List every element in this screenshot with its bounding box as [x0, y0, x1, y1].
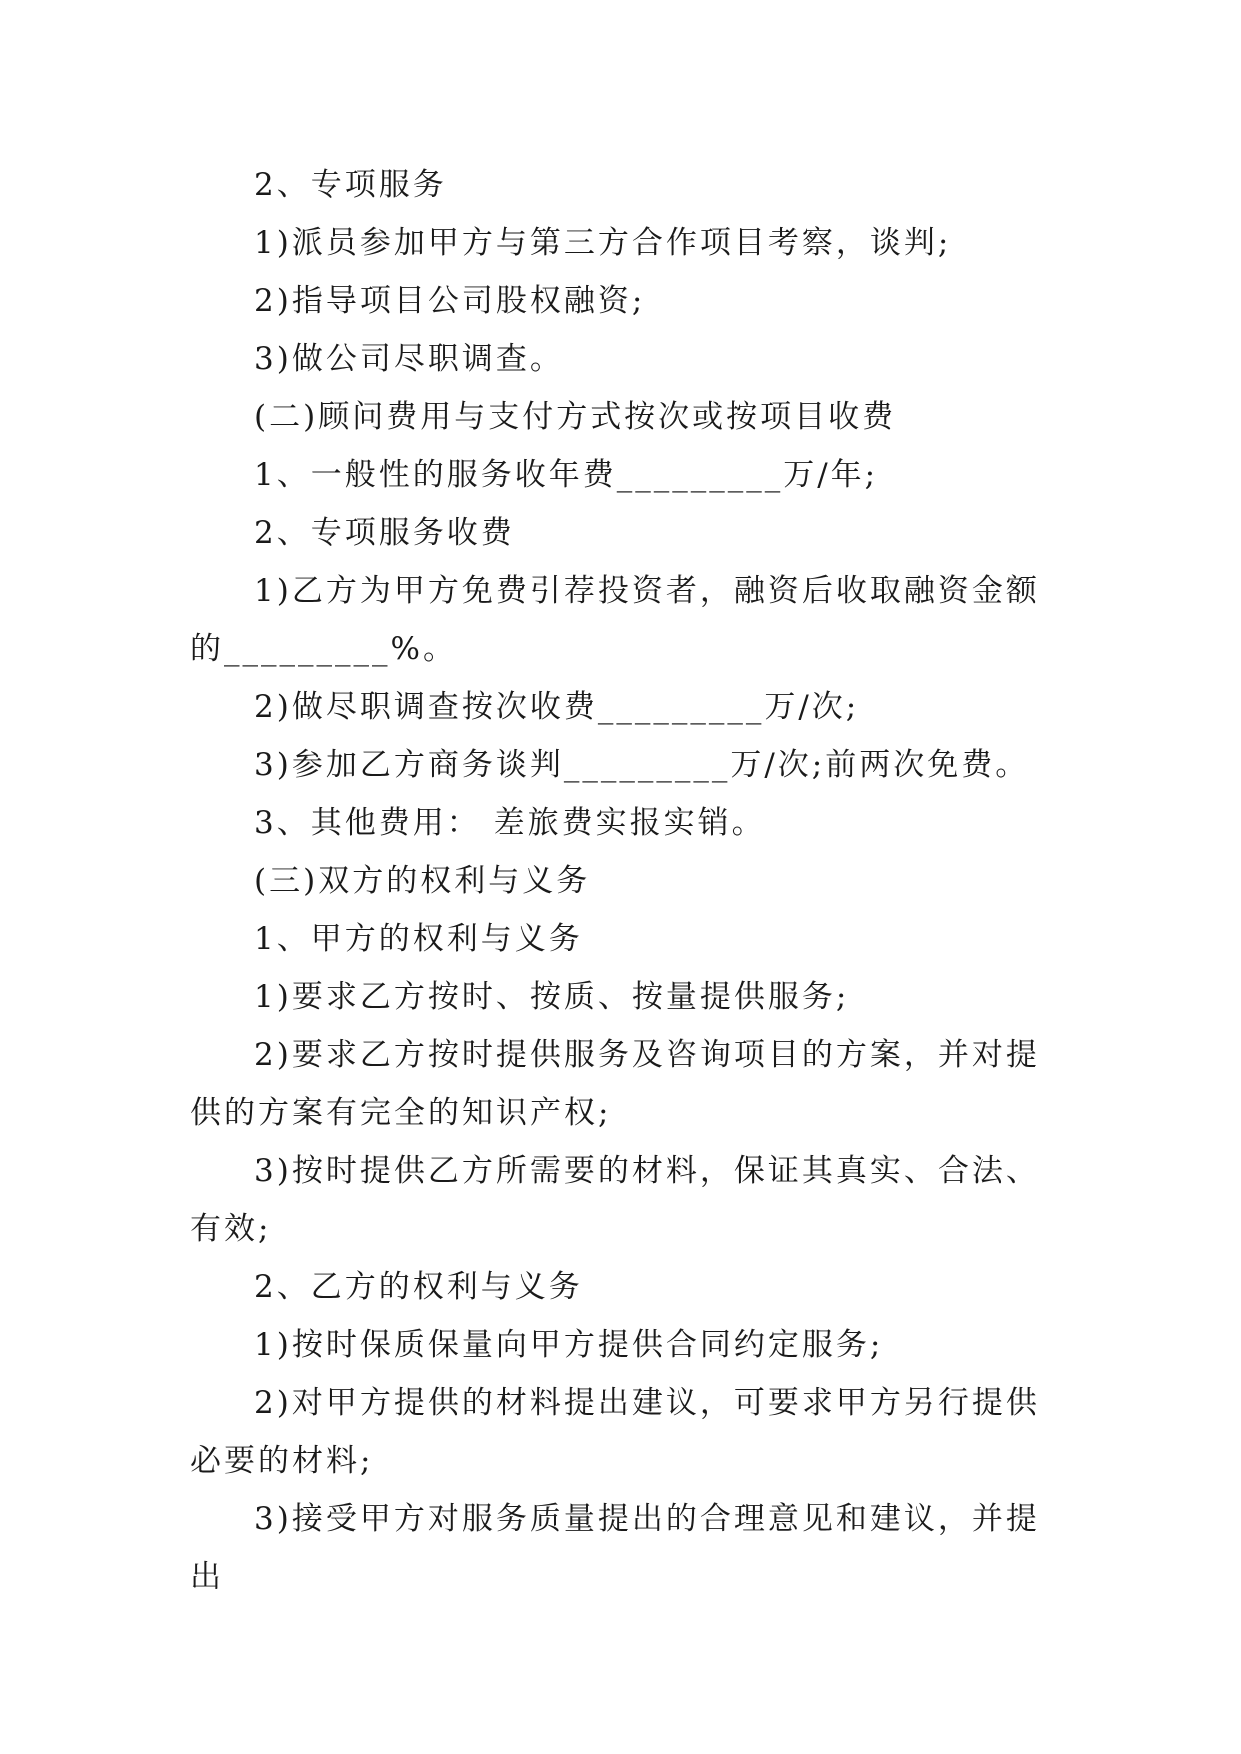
paragraph: 1)要求乙方按时、按质、按量提供服务; [254, 979, 850, 1015]
paragraph: 3)做公司尽职调查。 [254, 341, 564, 377]
paragraph: 3、其他费用： 差旅费实报实销。 [254, 805, 766, 841]
paragraph: 1)乙方为甲方免费引荐投资者，融资后收取融资金额的_________%。 [190, 573, 1040, 667]
paragraph: 1、甲方的权利与义务 [254, 921, 583, 957]
paragraph: 3)按时提供乙方所需要的材料，保证其真实、合法、有效; [190, 1153, 1040, 1247]
paragraph: 2、专项服务收费 [254, 515, 515, 551]
paragraph: 2)对甲方提供的材料提出建议，可要求甲方另行提供必要的材料; [190, 1385, 1040, 1479]
paragraph: 3)参加乙方商务谈判_________万/次;前两次免费。 [254, 747, 1030, 783]
paragraph: 2、乙方的权利与义务 [254, 1269, 583, 1305]
paragraph: 2)做尽职调查按次收费_________万/次; [254, 689, 860, 725]
paragraph: 2、专项服务 [254, 167, 447, 203]
paragraph: (三)双方的权利与义务 [254, 863, 591, 899]
paragraph: 1)按时保质保量向甲方提供合同约定服务; [254, 1327, 884, 1363]
paragraph: 2)指导项目公司股权融资; [254, 283, 646, 319]
paragraph: 3)接受甲方对服务质量提出的合理意见和建议，并提出 [190, 1501, 1040, 1595]
paragraph: 2)要求乙方按时提供服务及咨询项目的方案，并对提供的方案有完全的知识产权; [190, 1037, 1040, 1131]
paragraph: 1、一般性的服务收年费_________万/年; [254, 457, 879, 493]
document-body [190, 156, 1055, 1606]
paragraph: 1)派员参加甲方与第三方合作项目考察，谈判; [254, 225, 952, 261]
paragraph: (二)顾问费用与支付方式按次或按项目收费 [254, 399, 897, 435]
